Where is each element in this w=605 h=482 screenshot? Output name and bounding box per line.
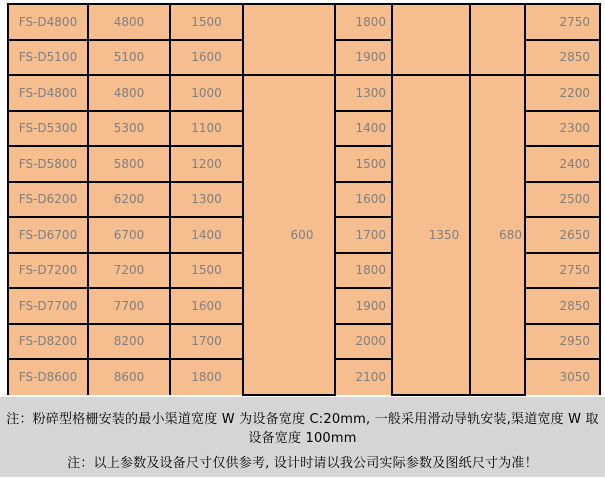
merged-cell-empty — [470, 4, 525, 75]
cell-dim: 1500 — [170, 4, 243, 40]
cell-dim: 2650 — [525, 217, 600, 253]
cell-dim: 1600 — [170, 288, 243, 324]
note-disclaimer: 注：以上参数及设备尺寸仅供参考, 设计时请以我公司实际参数及图纸尺寸为准！ — [67, 456, 538, 471]
cell-dim: 1900 — [335, 288, 392, 324]
note-install: 注：粉碎型格栅安装的最小渠道宽度 W 为设备宽度 C:20mm, 一般采用滑动导轨安装,渠道宽度 W 取设备宽度 100mm — [6, 412, 599, 446]
table-row — [8, 75, 600, 111]
cell-dim: 5300 — [88, 111, 170, 147]
cell-dim: 6700 — [88, 217, 170, 253]
table-row — [8, 4, 600, 40]
cell-dim: 2000 — [335, 324, 392, 360]
cell-model: FS-D6200 — [8, 182, 88, 218]
cell-dim: 2300 — [525, 111, 600, 147]
cell-model: FS-D4800 — [8, 4, 88, 40]
merged-cell-680: 680 — [470, 75, 525, 395]
cell-dim: 1200 — [170, 146, 243, 182]
cell-dim: 1400 — [335, 111, 392, 147]
cell-dim: 1800 — [335, 253, 392, 289]
cell-model: FS-D8200 — [8, 324, 88, 360]
cell-dim: 1600 — [170, 40, 243, 76]
cell-model: FS-D8600 — [8, 359, 88, 395]
cell-dim: 8600 — [88, 359, 170, 395]
cell-dim: 7200 — [88, 253, 170, 289]
cell-dim: 1600 — [335, 182, 392, 218]
cell-dim: 1400 — [170, 217, 243, 253]
cell-dim: 1100 — [170, 111, 243, 147]
cell-dim: 1300 — [335, 75, 392, 111]
cell-dim: 2750 — [525, 253, 600, 289]
cell-dim: 1900 — [335, 40, 392, 76]
cell-dim: 2950 — [525, 324, 600, 360]
spec-table — [7, 3, 601, 396]
cell-model: FS-D6700 — [8, 217, 88, 253]
cell-model: FS-D4800 — [8, 75, 88, 111]
cell-model: FS-D7200 — [8, 253, 88, 289]
cell-dim: 2100 — [335, 359, 392, 395]
cell-dim: 1000 — [170, 75, 243, 111]
cell-dim: 2850 — [525, 288, 600, 324]
cell-dim: 1500 — [335, 146, 392, 182]
cell-model: FS-D5800 — [8, 146, 88, 182]
cell-dim: 1700 — [335, 217, 392, 253]
cell-dim: 7700 — [88, 288, 170, 324]
merged-cell-empty — [392, 4, 470, 75]
cell-dim: 8200 — [88, 324, 170, 360]
cell-model: FS-D5100 — [8, 40, 88, 76]
cell-dim: 1800 — [335, 4, 392, 40]
cell-dim: 2400 — [525, 146, 600, 182]
cell-dim: 2850 — [525, 40, 600, 76]
cell-dim: 1800 — [170, 359, 243, 395]
cell-dim: 1500 — [170, 253, 243, 289]
cell-dim: 6200 — [88, 182, 170, 218]
cell-dim: 1700 — [170, 324, 243, 360]
cell-dim: 5800 — [88, 146, 170, 182]
cell-dim: 2500 — [525, 182, 600, 218]
cell-dim: 2750 — [525, 4, 600, 40]
cell-dim: 4800 — [88, 75, 170, 111]
merged-cell-1350: 1350 — [392, 75, 470, 395]
cell-dim: 1300 — [170, 182, 243, 218]
cell-model: FS-D7700 — [8, 288, 88, 324]
cell-dim: 3050 — [525, 359, 600, 395]
cell-dim: 5100 — [88, 40, 170, 76]
cell-model: FS-D5300 — [8, 111, 88, 147]
cell-dim: 2200 — [525, 75, 600, 111]
merged-cell-empty — [243, 4, 335, 75]
merged-cell-600: 600 — [243, 75, 335, 395]
cell-dim: 4800 — [88, 4, 170, 40]
